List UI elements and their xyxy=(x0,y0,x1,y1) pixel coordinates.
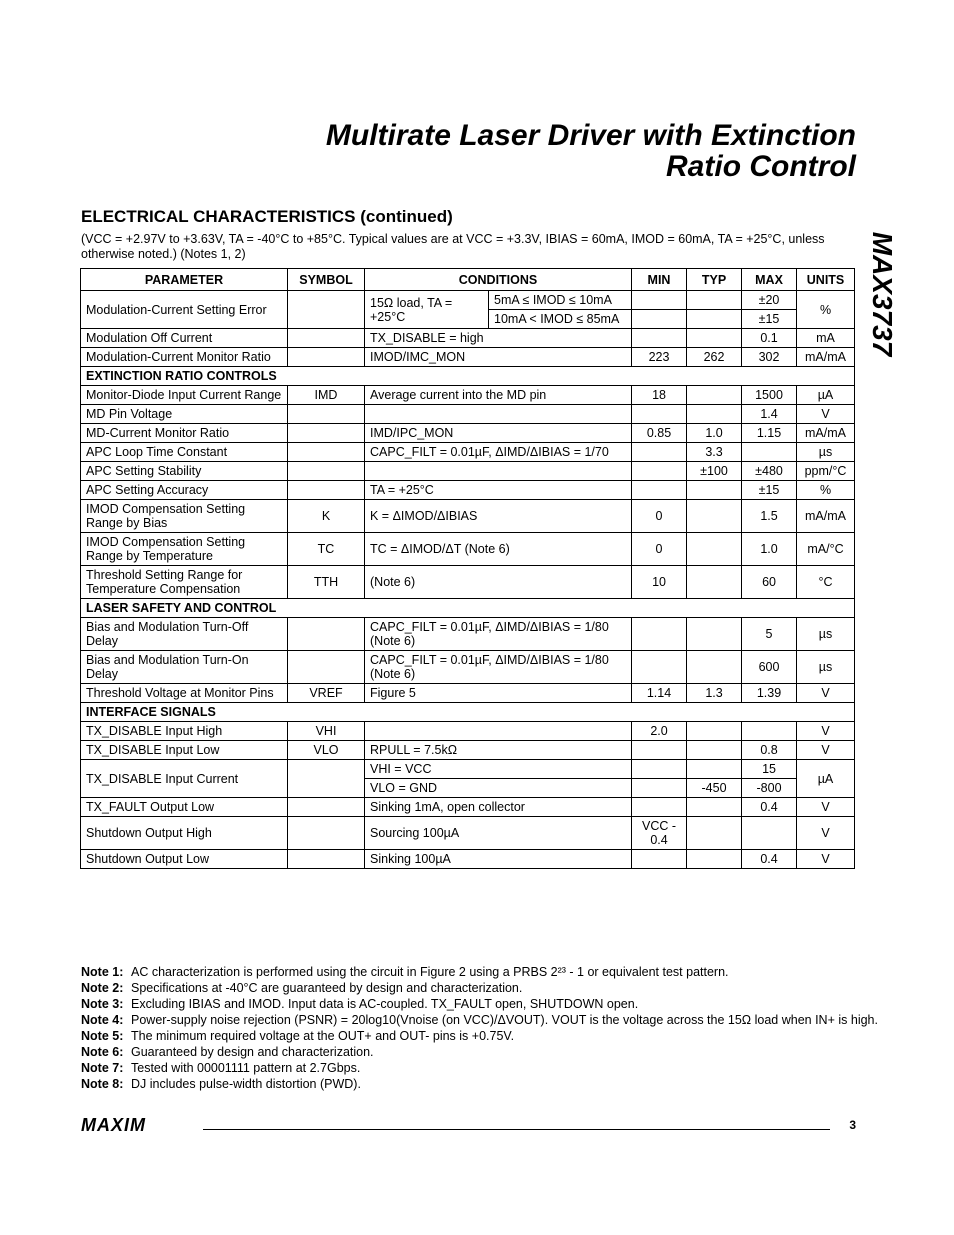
note-text: Guaranteed by design and characterization. xyxy=(131,1045,374,1059)
cell-max: 0.4 xyxy=(742,850,797,869)
cell-condition: CAPC_FILT = 0.01µF, ΔIMD/ΔIBIAS = 1/80 (Note 6) xyxy=(365,618,632,651)
cell-min xyxy=(632,462,687,481)
cell-condition: RPULL = 7.5kΩ xyxy=(365,741,632,760)
cell-parameter: MD Pin Voltage xyxy=(81,405,288,424)
section-label: LASER SAFETY AND CONTROL xyxy=(81,599,855,618)
cell-min xyxy=(632,779,687,798)
cell-min: 1.14 xyxy=(632,684,687,703)
cell-max: ±15 xyxy=(742,310,797,329)
cell-typ xyxy=(687,310,742,329)
note-item xyxy=(81,1060,881,1076)
cell-typ xyxy=(687,329,742,348)
side-part-number xyxy=(862,214,902,374)
cell-min: VCC - 0.4 xyxy=(632,817,687,850)
cell-symbol: VHI xyxy=(288,722,365,741)
cell-min: 223 xyxy=(632,348,687,367)
cell-symbol xyxy=(288,443,365,462)
cell-max: ±15 xyxy=(742,481,797,500)
cell-symbol xyxy=(288,348,365,367)
cell-units: mA xyxy=(797,329,855,348)
cell-min: 0.85 xyxy=(632,424,687,443)
note-item xyxy=(81,964,881,980)
cell-parameter: MD-Current Monitor Ratio xyxy=(81,424,288,443)
cell-parameter: Shutdown Output High xyxy=(81,817,288,850)
cell-parameter: Monitor-Diode Input Current Range xyxy=(81,386,288,405)
cell-units: µs xyxy=(797,651,855,684)
cell-max xyxy=(742,817,797,850)
note-text: AC characterization is performed using the circuit in Figure 2 using a PRBS 2²³ - 1 or equivalent test pattern. xyxy=(131,965,729,979)
cell-min xyxy=(632,651,687,684)
header-units: UNITS xyxy=(797,269,855,291)
cell-units: °C xyxy=(797,566,855,599)
cell-symbol xyxy=(288,329,365,348)
cell-condition xyxy=(365,722,632,741)
note-text: Power-supply noise rejection (PSNR) = 20log10(Vnoise (on VCC)/ΔVOUT). VOUT is the voltage across the 15Ω load when IN+ is high. xyxy=(131,1013,878,1027)
table-row xyxy=(81,443,855,462)
cell-symbol xyxy=(288,798,365,817)
conditions-text: (VCC = +2.97V to +3.63V, TA = -40°C to +85°C. Typical values are at VCC = +3.3V, IBIAS = 60mA, IMOD = 60mA, TA = +25°C, unless otherwise noted.) (Notes 1, 2) xyxy=(81,232,825,261)
cell-units: ppm/°C xyxy=(797,462,855,481)
cell-max: 1500 xyxy=(742,386,797,405)
document-title xyxy=(326,120,856,182)
cell-symbol xyxy=(288,817,365,850)
cell-condition: Average current into the MD pin xyxy=(365,386,632,405)
note-item xyxy=(81,1028,881,1044)
table-body xyxy=(81,291,855,869)
cell-max: 60 xyxy=(742,566,797,599)
cell-min xyxy=(632,618,687,651)
cell-max: ±480 xyxy=(742,462,797,481)
cell-typ: ±100 xyxy=(687,462,742,481)
cell-symbol xyxy=(288,424,365,443)
table-row xyxy=(81,462,855,481)
cell-units: µs xyxy=(797,443,855,462)
cell-symbol xyxy=(288,405,365,424)
cell-parameter: Modulation Off Current xyxy=(81,329,288,348)
table-row xyxy=(81,618,855,651)
cell-typ xyxy=(687,722,742,741)
cell-min xyxy=(632,850,687,869)
note-label: Note 4: xyxy=(81,1013,124,1027)
note-label: Note 6: xyxy=(81,1045,124,1059)
note-label: Note 8: xyxy=(81,1077,124,1091)
cell-typ: 262 xyxy=(687,348,742,367)
cell-condition: 5mA ≤ IMOD ≤ 10mA xyxy=(489,291,632,310)
cell-condition: 10mA < IMOD ≤ 85mA xyxy=(489,310,632,329)
cell-parameter: Bias and Modulation Turn-Off Delay xyxy=(81,618,288,651)
cell-symbol: IMD xyxy=(288,386,365,405)
cell-units: mA/mA xyxy=(797,424,855,443)
note-item xyxy=(81,996,881,1012)
section-row xyxy=(81,703,855,722)
table-row xyxy=(81,684,855,703)
cell-typ xyxy=(687,760,742,779)
cell-typ xyxy=(687,817,742,850)
section-row xyxy=(81,367,855,386)
table-row xyxy=(81,405,855,424)
cell-condition: 15Ω load, TA = +25°C xyxy=(365,291,489,329)
cell-parameter: IMOD Compensation Setting Range by Temperature xyxy=(81,533,288,566)
cell-min xyxy=(632,405,687,424)
cell-typ xyxy=(687,533,742,566)
cell-units: mA/mA xyxy=(797,500,855,533)
cell-min xyxy=(632,329,687,348)
cell-min: 10 xyxy=(632,566,687,599)
cell-max: 1.5 xyxy=(742,500,797,533)
cell-condition: VHI = VCC xyxy=(365,760,632,779)
table-row xyxy=(81,481,855,500)
cell-units: V xyxy=(797,798,855,817)
cell-max: 1.4 xyxy=(742,405,797,424)
note-label: Note 2: xyxy=(81,981,124,995)
header-typ: TYP xyxy=(687,269,742,291)
note-text: Tested with 00001111 pattern at 2.7Gbps. xyxy=(131,1061,361,1075)
cell-symbol xyxy=(288,291,365,329)
cell-condition: Sinking 1mA, open collector xyxy=(365,798,632,817)
note-text: Excluding IBIAS and IMOD. Input data is AC-coupled. TX_FAULT open, SHUTDOWN open. xyxy=(131,997,639,1011)
cell-typ xyxy=(687,618,742,651)
cell-min: 2.0 xyxy=(632,722,687,741)
cell-max: 15 xyxy=(742,760,797,779)
cell-max: 1.15 xyxy=(742,424,797,443)
cell-condition: IMOD/IMC_MON xyxy=(365,348,632,367)
cell-min: 0 xyxy=(632,500,687,533)
section-label: INTERFACE SIGNALS xyxy=(81,703,855,722)
cell-condition: CAPC_FILT = 0.01µF, ΔIMD/ΔIBIAS = 1/80 (Note 6) xyxy=(365,651,632,684)
cell-units: µA xyxy=(797,760,855,798)
header-parameter: PARAMETER xyxy=(81,269,288,291)
cell-units: % xyxy=(797,291,855,329)
note-label: Note 3: xyxy=(81,997,124,1011)
cell-units: V xyxy=(797,850,855,869)
cell-typ xyxy=(687,481,742,500)
cell-typ xyxy=(687,651,742,684)
cell-symbol xyxy=(288,462,365,481)
cell-symbol xyxy=(288,760,365,798)
table-row xyxy=(81,386,855,405)
cell-condition xyxy=(365,405,632,424)
cell-units: µA xyxy=(797,386,855,405)
table-row xyxy=(81,722,855,741)
cell-condition: (Note 6) xyxy=(365,566,632,599)
cell-units: mA/°C xyxy=(797,533,855,566)
cell-max xyxy=(742,443,797,462)
cell-parameter: Modulation-Current Monitor Ratio xyxy=(81,348,288,367)
cell-max: 1.39 xyxy=(742,684,797,703)
cell-typ: 3.3 xyxy=(687,443,742,462)
cell-typ xyxy=(687,566,742,599)
note-text: DJ includes pulse-width distortion (PWD). xyxy=(131,1077,361,1091)
cell-max: 302 xyxy=(742,348,797,367)
cell-min: 18 xyxy=(632,386,687,405)
header-min: MIN xyxy=(632,269,687,291)
cell-parameter: APC Loop Time Constant xyxy=(81,443,288,462)
cell-parameter: TX_FAULT Output Low xyxy=(81,798,288,817)
table-row xyxy=(81,424,855,443)
cell-min xyxy=(632,310,687,329)
cell-max: 1.0 xyxy=(742,533,797,566)
cell-symbol xyxy=(288,850,365,869)
table-row xyxy=(81,291,855,310)
table-row xyxy=(81,760,855,779)
note-item xyxy=(81,980,881,996)
cell-parameter: TX_DISABLE Input Current xyxy=(81,760,288,798)
cell-units: % xyxy=(797,481,855,500)
cell-typ xyxy=(687,741,742,760)
cell-condition: CAPC_FILT = 0.01µF, ΔIMD/ΔIBIAS = 1/70 xyxy=(365,443,632,462)
note-text: The minimum required voltage at the OUT+ and OUT- pins is +0.75V. xyxy=(131,1029,515,1043)
cell-max: -800 xyxy=(742,779,797,798)
cell-min xyxy=(632,798,687,817)
table-row xyxy=(81,348,855,367)
cell-symbol: TC xyxy=(288,533,365,566)
cell-symbol: K xyxy=(288,500,365,533)
cell-units: V xyxy=(797,722,855,741)
title-line-2: Ratio Control xyxy=(666,150,856,183)
cell-condition: Sourcing 100µA xyxy=(365,817,632,850)
table-row xyxy=(81,651,855,684)
cell-units: µs xyxy=(797,618,855,651)
footer-rule xyxy=(203,1129,830,1130)
cell-parameter: Shutdown Output Low xyxy=(81,850,288,869)
cell-condition: TA = +25°C xyxy=(365,481,632,500)
cell-min xyxy=(632,291,687,310)
table-row xyxy=(81,566,855,599)
cell-max xyxy=(742,722,797,741)
part-number-label: MAX3737 xyxy=(867,231,898,357)
table-row xyxy=(81,500,855,533)
note-label: Note 5: xyxy=(81,1029,124,1043)
cell-typ: 1.0 xyxy=(687,424,742,443)
cell-units: mA/mA xyxy=(797,348,855,367)
section-row xyxy=(81,599,855,618)
table-row xyxy=(81,850,855,869)
cell-typ xyxy=(687,798,742,817)
cell-parameter: Threshold Setting Range for Temperature Compensation xyxy=(81,566,288,599)
cell-parameter: Threshold Voltage at Monitor Pins xyxy=(81,684,288,703)
footer xyxy=(81,1115,854,1135)
cell-max: ±20 xyxy=(742,291,797,310)
cell-parameter: TX_DISABLE Input High xyxy=(81,722,288,741)
cell-symbol xyxy=(288,481,365,500)
header-conditions: CONDITIONS xyxy=(365,269,632,291)
cell-min xyxy=(632,481,687,500)
note-item xyxy=(81,1076,881,1092)
header-max: MAX xyxy=(742,269,797,291)
table-row xyxy=(81,817,855,850)
header-symbol: SYMBOL xyxy=(288,269,365,291)
page-number: 3 xyxy=(849,1118,856,1132)
cell-typ: 1.3 xyxy=(687,684,742,703)
note-label: Note 7: xyxy=(81,1061,124,1075)
cell-condition: Figure 5 xyxy=(365,684,632,703)
cell-condition: Sinking 100µA xyxy=(365,850,632,869)
cell-parameter: APC Setting Stability xyxy=(81,462,288,481)
cell-symbol: VREF xyxy=(288,684,365,703)
cell-symbol: TTH xyxy=(288,566,365,599)
cell-max: 0.8 xyxy=(742,741,797,760)
cell-condition: TX_DISABLE = high xyxy=(365,329,632,348)
note-item xyxy=(81,1044,881,1060)
cell-parameter: APC Setting Accuracy xyxy=(81,481,288,500)
note-text: Specifications at -40°C are guaranteed by design and characterization. xyxy=(131,981,523,995)
cell-condition: K = ΔIMOD/ΔIBIAS xyxy=(365,500,632,533)
table-header-row xyxy=(81,269,855,291)
cell-min: 0 xyxy=(632,533,687,566)
cell-typ xyxy=(687,291,742,310)
cell-parameter: IMOD Compensation Setting Range by Bias xyxy=(81,500,288,533)
note-label: Note 1: xyxy=(81,965,124,979)
cell-typ xyxy=(687,500,742,533)
table-row xyxy=(81,741,855,760)
cell-max: 0.4 xyxy=(742,798,797,817)
maxim-logo: MAXIM xyxy=(81,1115,146,1135)
cell-symbol xyxy=(288,651,365,684)
cell-typ: -450 xyxy=(687,779,742,798)
note-item xyxy=(81,1012,881,1028)
cell-units: V xyxy=(797,817,855,850)
cell-typ xyxy=(687,405,742,424)
cell-condition xyxy=(365,462,632,481)
title-line-1: Multirate Laser Driver with Extinction xyxy=(325,119,856,152)
cell-max: 0.1 xyxy=(742,329,797,348)
table-row xyxy=(81,533,855,566)
table-row xyxy=(81,329,855,348)
cell-parameter: Bias and Modulation Turn-On Delay xyxy=(81,651,288,684)
electrical-characteristics-table xyxy=(80,268,855,869)
cell-units: V xyxy=(797,405,855,424)
cell-condition: TC = ΔIMOD/ΔT (Note 6) xyxy=(365,533,632,566)
cell-condition: IMD/IPC_MON xyxy=(365,424,632,443)
cell-units: V xyxy=(797,741,855,760)
cell-max: 5 xyxy=(742,618,797,651)
cell-symbol: VLO xyxy=(288,741,365,760)
table-row xyxy=(81,798,855,817)
cell-parameter: Modulation-Current Setting Error xyxy=(81,291,288,329)
cell-max: 600 xyxy=(742,651,797,684)
section-heading: ELECTRICAL CHARACTERISTICS (continued) xyxy=(81,207,453,226)
cell-typ xyxy=(687,850,742,869)
cell-symbol xyxy=(288,618,365,651)
cell-typ xyxy=(687,386,742,405)
cell-min xyxy=(632,741,687,760)
cell-condition: VLO = GND xyxy=(365,779,632,798)
cell-min xyxy=(632,443,687,462)
cell-min xyxy=(632,760,687,779)
notes-section xyxy=(81,964,881,1092)
section-label: EXTINCTION RATIO CONTROLS xyxy=(81,367,855,386)
cell-units: V xyxy=(797,684,855,703)
cell-parameter: TX_DISABLE Input Low xyxy=(81,741,288,760)
